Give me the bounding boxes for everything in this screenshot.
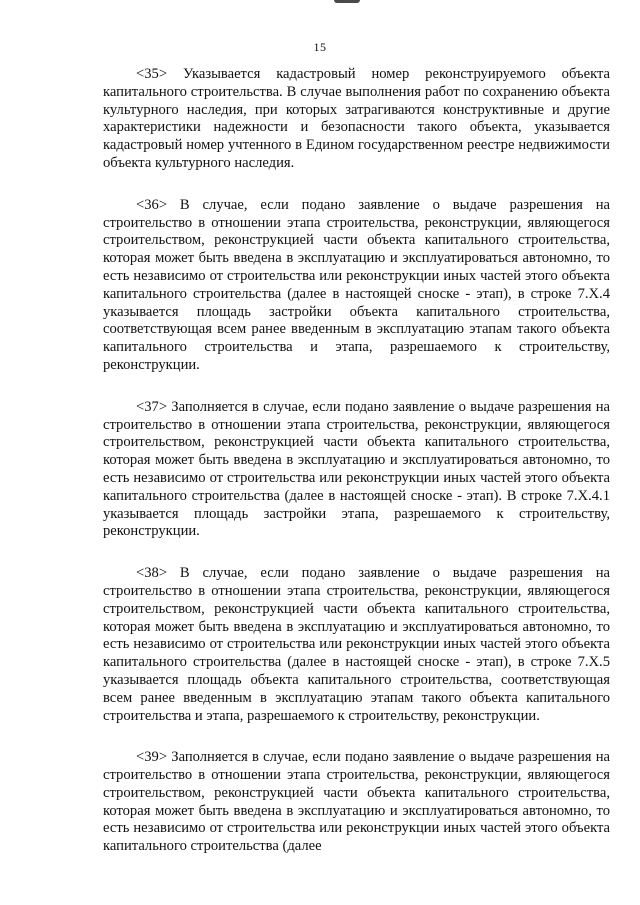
footnote-37: <37> Заполняется в случае, если подано заявление о выдаче разрешения на строительство в отношении этапа строительства, реконструкции, являющегося строительством, реконструкцией части объекта капитального строительства, которая может быть введена в эксплуатацию и эксплуатироваться автономно, то есть независимо от строительства или реконструкции иных частей этого объекта капитального строительства (далее в настоящей сноске - этап). В строке 7.X.4.1 указывается площадь застройки этапа, разрешаемого к строительству, реконструкции. <box>103 398 610 540</box>
footnote-39: <39> Заполняется в случае, если подано заявление о выдаче разрешения на строительство в отношении этапа строительства, реконструкции, являющегося строительством, реконструкцией части объекта капитального строительства, которая может быть введена в эксплуатацию и эксплуатироваться автономно, то есть независимо от строительства или реконструкции иных частей этого объекта капитального строительства (далее <box>103 749 610 855</box>
footnote-38: <38> В случае, если подано заявление о выдаче разрешения на строительство в отношении этапа строительства, реконструкции, являющегося строительством, реконструкцией части объекта капитального строительства, которая может быть введена в эксплуатацию и эксплуатироваться автономно, то есть независимо от строительства или реконструкции иных частей этого объекта капитального строительства (далее в настоящей сноске - этап), в строке 7.X.5 указывается площадь объекта капитального строительства, соответствующая всем ранее введенным в эксплуатацию этапам такого объекта капитального строительства и этапа, разрешаемого к строительству, реконструкции. <box>103 565 610 724</box>
footnote-36: <36> В случае, если подано заявление о выдаче разрешения на строительство в отношении этапа строительства, реконструкции, являющегося строительством, реконструкцией части объекта капитального строительства, которая может быть введена в эксплуатацию и эксплуатироваться автономно, то есть независимо от строительства или реконструкции иных частей этого объекта капитального строительства (далее в настоящей сноске - этап), в строке 7.X.4 указывается площадь застройки объекта капитального строительства, соответствующая всем ранее введенным в эксплуатацию этапам такого объекта капитального строительства и этапа, разрешаемого к строительству, реконструкции. <box>103 196 610 373</box>
page-number: 15 <box>313 40 327 54</box>
footnote-35: <35> Указывается кадастровый номер реконструируемого объекта капитального строительства. В случае выполнения работ по сохранению объекта культурного наследия, при которых затрагиваются конструктивные и другие характеристики надежности и безопасности такого объекта, указывается кадастровый номер учтенного в Едином государственном реестре недвижимости объекта культурного наследия. <box>103 66 610 171</box>
footnotes-body <box>103 66 610 856</box>
scan-edge-mark <box>334 0 360 3</box>
